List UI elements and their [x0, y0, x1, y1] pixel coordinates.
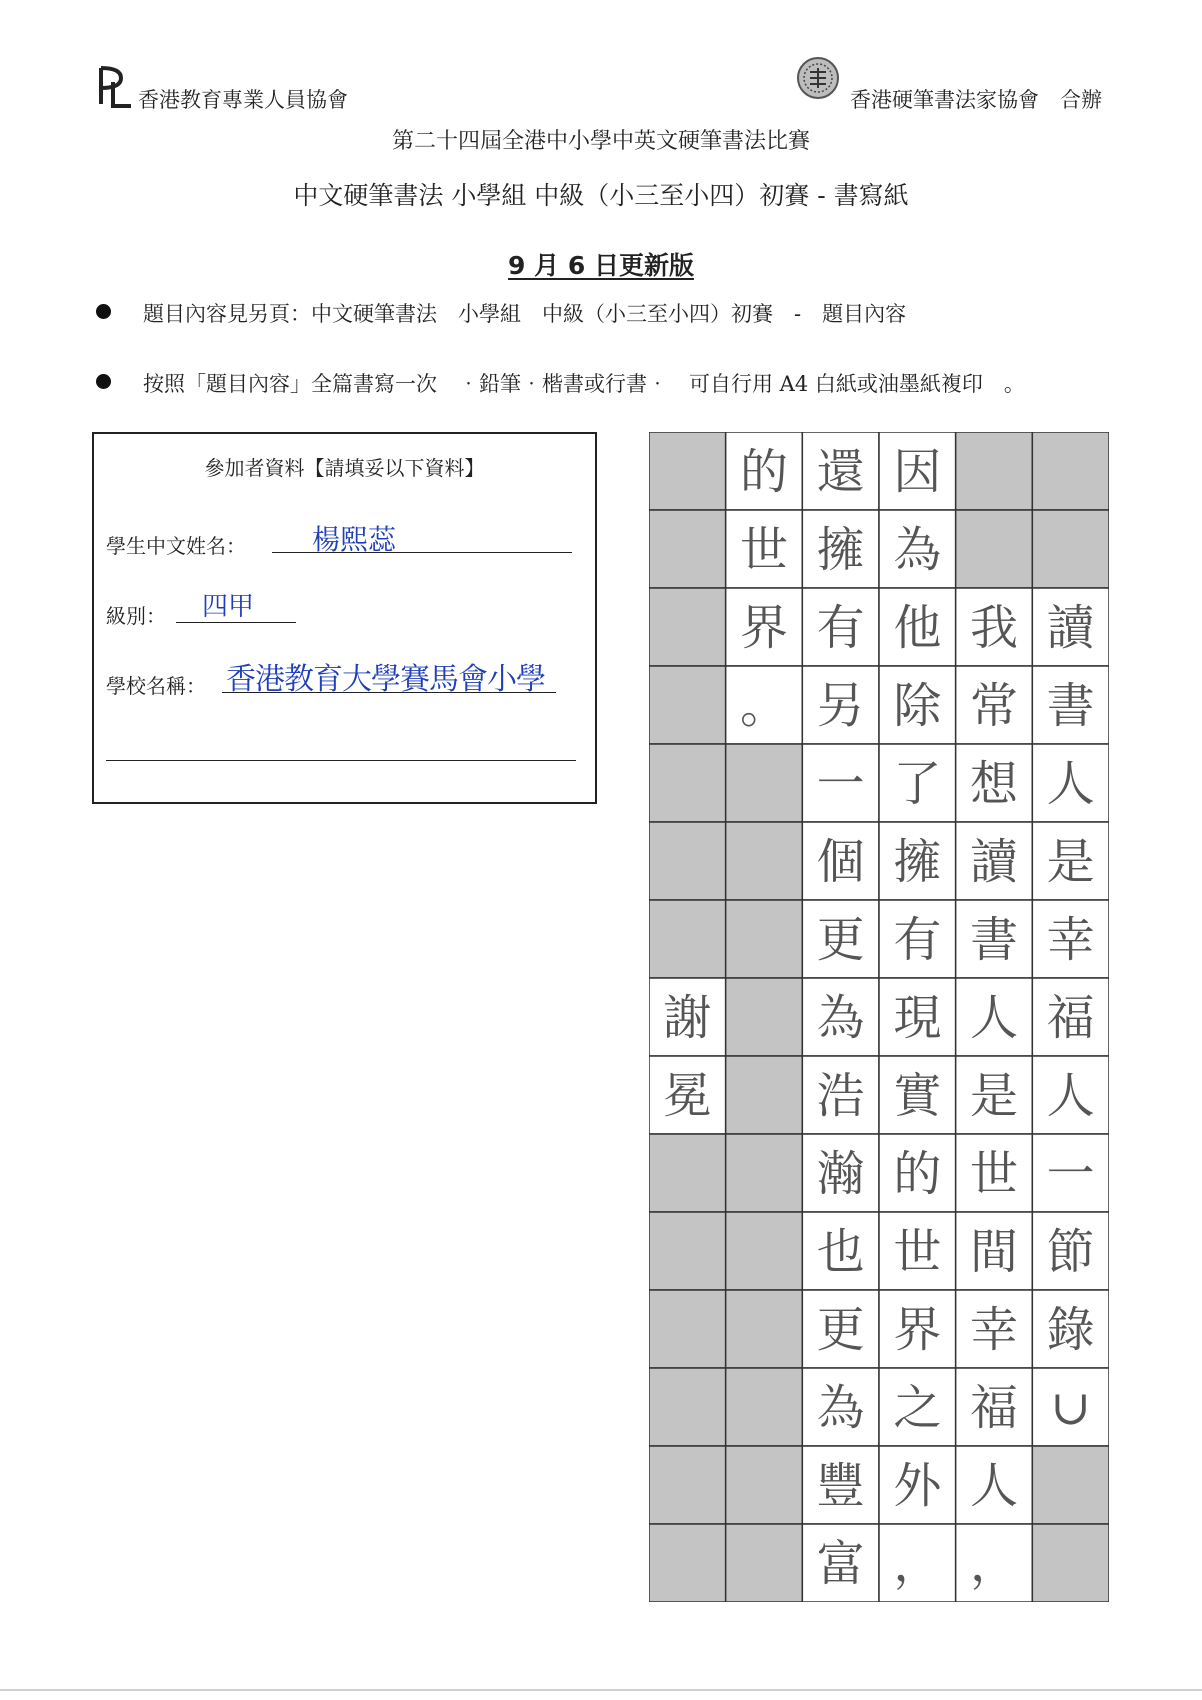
grid-character: 擁 [816, 522, 865, 578]
grid-character: 為 [893, 522, 942, 578]
grid-character: 之 [893, 1380, 942, 1436]
grid-cell [726, 822, 803, 900]
grid-character: 他 [893, 600, 942, 656]
grid-cell [726, 1290, 803, 1368]
category-title: 中文硬筆書法 小學組 中級（小三至小四）初賽 - 書寫紙 [293, 181, 909, 210]
grid-cell [726, 900, 803, 978]
grid-character: 外 [893, 1458, 942, 1514]
grid-character: 讀 [969, 834, 1019, 890]
grid-character: 是 [969, 1068, 1019, 1124]
grid-character: 界 [893, 1302, 942, 1358]
grid-character: ， [969, 1536, 1019, 1592]
participant-heading: 參加者資料【請填妥以下資料】 [204, 456, 485, 480]
grid-character: 一 [1046, 1146, 1095, 1202]
grid-character: 有 [816, 600, 865, 656]
instruction-1: 題目內容見另頁：中文硬筆書法 小學組 中級（小三至小四）初賽 - 題目內容 [143, 302, 907, 326]
grid-cell [649, 1134, 726, 1212]
grid-character: 福 [969, 1380, 1019, 1436]
grid-cell [649, 1446, 726, 1524]
grid-character: 是 [1046, 834, 1095, 890]
grid-character: 書 [1046, 678, 1095, 734]
grid-character: 豐 [816, 1458, 865, 1514]
participant-info-box [92, 432, 597, 804]
page-bottom-rule [0, 1689, 1202, 1691]
grid-character: 還 [816, 444, 865, 500]
grid-character: ∪ [1050, 1380, 1091, 1436]
grid-character: 錄 [1046, 1302, 1095, 1358]
name-value[interactable]: 楊熙蕊 [312, 523, 397, 556]
grid-cell [1032, 510, 1109, 588]
grid-character: 擁 [893, 834, 942, 890]
grid-cell [649, 744, 726, 822]
grid-character: 間 [969, 1224, 1019, 1280]
grid-character: 了 [893, 756, 942, 812]
grid-character: 瀚 [816, 1146, 865, 1202]
bullet-icon [96, 374, 111, 389]
grid-character: 幸 [969, 1302, 1019, 1358]
grid-character: 想 [969, 756, 1019, 812]
grid-character: 我 [969, 600, 1019, 656]
grid-character: 為 [816, 1380, 865, 1436]
grid-character: 也 [816, 1224, 865, 1280]
organizer-right: 香港硬筆書法家協會 合辦 [850, 88, 1102, 112]
extra-line [106, 760, 576, 761]
grid-character: 另 [816, 678, 865, 734]
grid-character: 更 [816, 1302, 865, 1358]
grid-character: 節 [1046, 1224, 1095, 1280]
grid-character: 人 [1046, 1068, 1095, 1124]
grid-cell [649, 900, 726, 978]
grid-character: 實 [893, 1068, 942, 1124]
grid-cell [649, 666, 726, 744]
grid-cell [649, 510, 726, 588]
grid-character: 人 [969, 1458, 1019, 1514]
school-label: 學校名稱： [106, 674, 206, 698]
grid-character: 世 [893, 1224, 942, 1280]
grid-character: 世 [969, 1146, 1019, 1202]
grid-character: 書 [969, 912, 1019, 968]
bullet-icon [96, 304, 111, 319]
grid-character: 有 [893, 912, 942, 968]
school-value[interactable]: 香港教育大學賽馬會小學 [226, 662, 545, 697]
grid-cell [649, 588, 726, 666]
grid-character: 世 [739, 522, 789, 578]
competition-title: 第二十四屆全港中小學中英文硬筆書法比賽 [391, 129, 810, 154]
grid-character: ， [893, 1536, 942, 1592]
grid-character: 常 [969, 678, 1019, 734]
grid-character: 的 [893, 1146, 942, 1202]
name-label: 學生中文姓名： [106, 534, 246, 558]
grid-cell [649, 1212, 726, 1290]
writing-grid [649, 432, 1109, 1602]
grid-cell [649, 432, 726, 510]
grid-character: 人 [1046, 756, 1095, 812]
grid-cell [956, 432, 1033, 510]
grid-character: 因 [893, 444, 942, 500]
grid-character: 浩 [816, 1068, 865, 1124]
organizer-left: 香港教育專業人員協會 [138, 88, 348, 112]
grid-cell [649, 1524, 726, 1602]
grid-character: 。 [739, 678, 789, 734]
grid-cell [726, 1524, 803, 1602]
grid-character: 現 [893, 990, 942, 1046]
grid-cell [1032, 1524, 1109, 1602]
grid-character: 更 [816, 912, 865, 968]
grid-character: 謝 [663, 990, 712, 1046]
grid-character: 為 [816, 990, 865, 1046]
grid-cell [956, 510, 1033, 588]
calligraphy-seal-icon [796, 56, 840, 100]
pta-logo-icon [95, 62, 135, 112]
grid-character: 福 [1046, 990, 1095, 1046]
grid-cell [649, 1368, 726, 1446]
grid-cell [1032, 1446, 1109, 1524]
grid-character: 個 [816, 834, 865, 890]
grid-character: 人 [969, 990, 1019, 1046]
grid-cell [726, 1056, 803, 1134]
grid-character: 冕 [663, 1068, 712, 1124]
grid-cell [649, 822, 726, 900]
grid-character: 除 [893, 678, 942, 734]
grid-character: 富 [816, 1536, 865, 1592]
grid-cell [726, 978, 803, 1056]
grid-cell [726, 1446, 803, 1524]
grid-cell [726, 744, 803, 822]
instruction-2: 按照「題目內容」全篇書寫一次 ‧鉛筆‧楷書或行書‧ 可自行用 A4 白紙或油墨紙複印 。 [143, 372, 1025, 396]
grade-label: 級別： [106, 604, 166, 628]
grid-cell [726, 1134, 803, 1212]
grid-cell [1032, 432, 1109, 510]
grid-character: 幸 [1046, 912, 1095, 968]
version-title: 9 月 6 日更新版 [508, 251, 694, 280]
grid-character: 界 [739, 600, 789, 656]
grid-character: 讀 [1046, 600, 1095, 656]
grid-character: 的 [739, 444, 789, 500]
grid-cell [649, 1290, 726, 1368]
grid-character: 一 [816, 756, 865, 812]
grade-value[interactable]: 四甲 [202, 592, 255, 622]
grid-cell [726, 1368, 803, 1446]
grid-cell [726, 1212, 803, 1290]
